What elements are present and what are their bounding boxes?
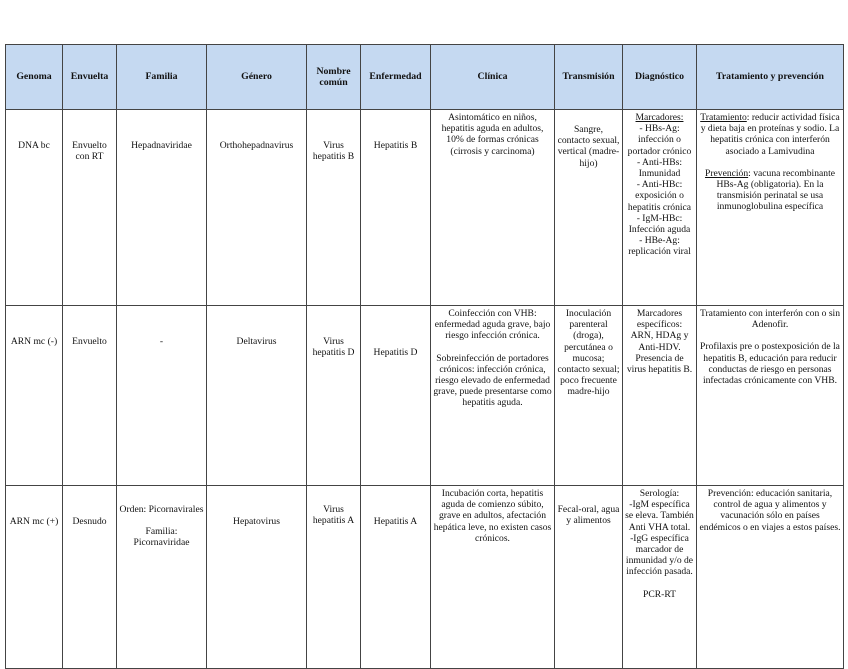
tratamiento-label: Tratamiento (700, 112, 747, 123)
diag-line: Serología: (639, 488, 680, 499)
diag-title: Marcadores: (635, 112, 684, 123)
header-tratamiento: Tratamiento y prevención (697, 45, 844, 110)
cell-nombre-comun: Virus hepatitis D (307, 306, 361, 486)
tratamiento-paragraph (699, 112, 841, 157)
cell-familia: Hepadnaviridae (117, 110, 207, 306)
header-genoma: Genoma (6, 45, 63, 110)
cell-genoma: ARN mc (-) (6, 306, 63, 486)
cell-nombre-comun: Virus hepatitis A (307, 486, 361, 669)
cell-tratamiento (697, 110, 844, 306)
cell-enfermedad: Hepatitis D (361, 306, 431, 486)
header-envuelta: Envuelta (63, 45, 117, 110)
cell-transmision: Inoculación parenteral (droga), percutánea o mucosa; contacto sexual; poco frecuente madre-hijo (555, 306, 623, 486)
cell-tratamiento: Prevención: educación sanitaria, control de agua y alimentos y vacunación sólo en países endémicos o en viajes a estos países. (697, 486, 844, 669)
cell-enfermedad: Hepatitis B (361, 110, 431, 306)
cell-diagnostico: Marcadores específicos: ARN, HDAg y Anti-HDV. Presencia de virus hepatitis B. (623, 306, 697, 486)
header-transmision: Transmisión (555, 45, 623, 110)
cell-diagnostico (623, 110, 697, 306)
prevencion-label: Prevención (704, 167, 749, 179)
cell-familia (117, 486, 207, 669)
header-nombre-comun: Nombre común (307, 45, 361, 110)
cell-nombre-comun: Virus hepatitis B (307, 110, 361, 306)
diag-line: PCR-RT (642, 588, 676, 600)
cell-genero: Deltavirus (207, 306, 307, 486)
cell-envuelta: Desnudo (63, 486, 117, 669)
diag-line: -IgG específica marcador de inmunidad y/o de infección pasada. (625, 532, 694, 578)
tratamiento-paragraph: Tratamiento con interferón con o sin Adenofir. (699, 308, 841, 331)
cell-enfermedad: Hepatitis A (361, 486, 431, 669)
virus-table (5, 44, 844, 669)
cell-transmision: Sangre, contacto sexual, vertical (madre-hijo) (555, 110, 623, 306)
cell-genoma: ARN mc (+) (6, 486, 63, 669)
familia-familia: Familia: Picornaviridae (133, 526, 190, 549)
familia-orden: Orden: Picornavirales (119, 504, 204, 515)
tratamiento-text: : reducir actividad física y dieta baja en proteínas y sodio. La hepatitis crónica con interferón asociado a Lamivudina (700, 112, 840, 157)
header-familia: Familia (117, 45, 207, 110)
header-row (6, 45, 844, 110)
clinica-paragraph: Sobreinfección de portadores crónicos: infección crónica, riesgo elevado de enfermedad grave, puede presentarse como hepatitis aguda. (433, 352, 552, 409)
diag-line: - HBe-Ag: replicación viral (628, 235, 691, 258)
cell-clinica (431, 306, 555, 486)
diag-line: -IgM específica se eleva. También Anti VHA total. (625, 499, 694, 533)
header-clinica: Clínica (431, 45, 555, 110)
cell-diagnostico (623, 486, 697, 669)
header-diagnostico: Diagnóstico (623, 45, 697, 110)
diag-line: - Anti-HBc: exposición o hepatitis crónica (627, 179, 692, 213)
diag-line: - Anti-HBs: Inmunidad (636, 156, 683, 180)
cell-genoma: DNA bc (6, 110, 63, 306)
diag-line: - HBs-Ag: infección o portador crónico (627, 123, 692, 157)
cell-genero: Hepatovirus (207, 486, 307, 669)
cell-tratamiento (697, 306, 844, 486)
clinica-paragraph: Coinfección con VHB: enfermedad aguda grave, bajo riesgo infección crónica. (434, 308, 551, 342)
diag-line: - IgM-HBc: Infección aguda (628, 212, 691, 236)
header-enfermedad: Enfermedad (361, 45, 431, 110)
table-row (6, 110, 844, 306)
cell-transmision: Fecal-oral, agua y alimentos (555, 486, 623, 669)
cell-clinica: Asintomático en niños, hepatitis aguda en adultos, 10% de formas crónicas (cirrosis y carcinoma) (431, 110, 555, 306)
prevencion-paragraph (699, 168, 841, 213)
cell-envuelta: Envuelto (63, 306, 117, 486)
profilaxis-paragraph: Profilaxis pre o postexposición de la hepatitis B, educación para reducir conductas de riesgo en personas infectadas crónicamente con VHB. (700, 341, 840, 387)
header-genero: Género (207, 45, 307, 110)
cell-envuelta: Envuelto con RT (63, 110, 117, 306)
table-row (6, 486, 844, 669)
table-row (6, 306, 844, 486)
cell-genero: Orthohepadnavirus (207, 110, 307, 306)
cell-familia: - (117, 306, 207, 486)
cell-clinica: Incubación corta, hepatitis aguda de comienzo súbito, grave en adultos, afectación hepática leve, no existen casos crónicos. (431, 486, 555, 669)
prevencion-text: : vacuna recombinante HBs-Ag (obligatoria). En la transmisión perinatal se usa inmunoglobulina específica (716, 167, 835, 213)
